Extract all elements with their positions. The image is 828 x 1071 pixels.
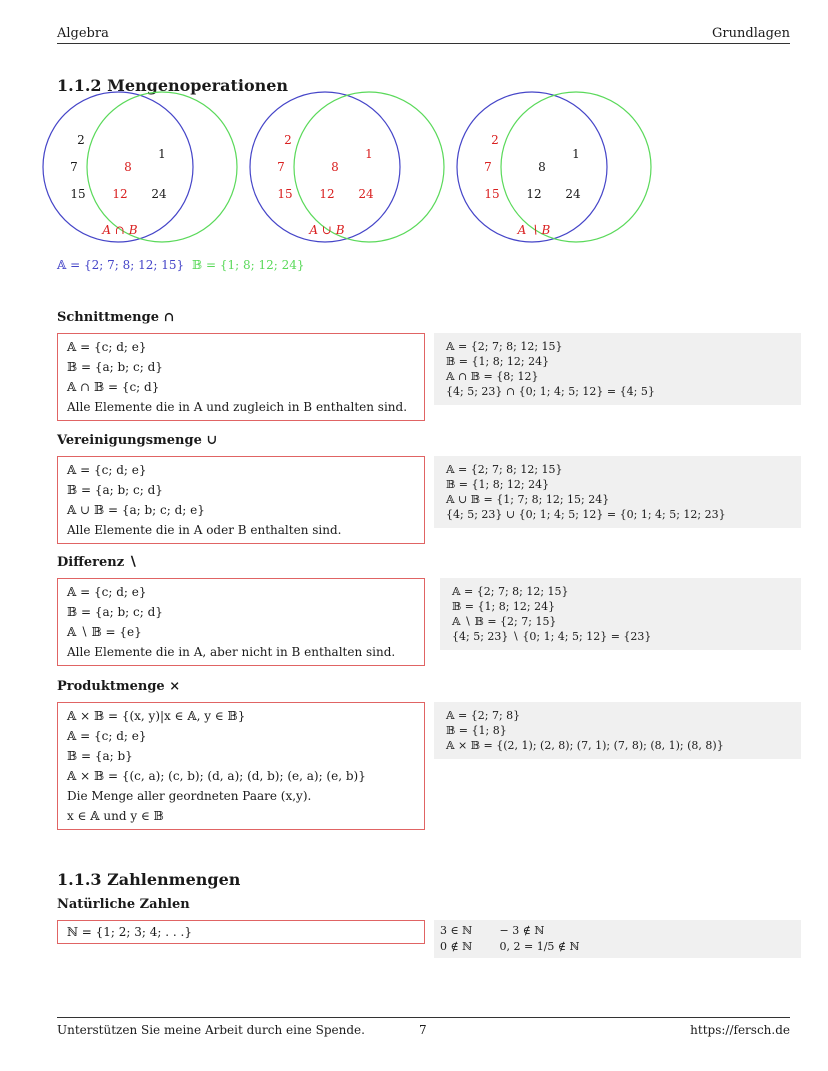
section-title-mengenoperationen: 1.1.2 Mengenoperationen <box>57 76 289 95</box>
rule-box-product <box>57 702 425 830</box>
rule-line: 𝔸 = {c; d; e} <box>67 585 147 599</box>
rule-line: Alle Elemente die in A oder B enthalten sind. <box>67 523 342 537</box>
rule-box-difference <box>57 578 425 666</box>
venn-number: 24 <box>151 187 167 201</box>
example-line: 𝔸 ∖ 𝔹 = {2; 7; 15} <box>452 615 557 628</box>
example-cell: 0, 2 = 1/5 ∉ ℕ <box>499 940 580 953</box>
example-box-natural <box>434 920 801 958</box>
venn-number: 12 <box>526 187 542 201</box>
rule-line: 𝔸 × 𝔹 = {(x, y)|x ∈ 𝔸, y ∈ 𝔹} <box>67 709 246 723</box>
venn-caption: A ∪ B <box>309 223 345 237</box>
example-box-union <box>434 456 801 528</box>
section-title-zahlenmengen: 1.1.3 Zahlenmengen <box>57 870 241 889</box>
set-a-circle <box>250 92 400 242</box>
rule-line: 𝔸 = {c; d; e} <box>67 463 147 477</box>
rule-line: 𝔸 ∩ 𝔹 = {c; d} <box>67 380 160 394</box>
set-a-definition: 𝔸 = {2; 7; 8; 12; 15} <box>57 258 185 272</box>
example-cell: − 3 ∉ ℕ <box>499 924 545 937</box>
example-line: {4; 5; 23} ∖ {0; 1; 4; 5; 12} = {23} <box>452 630 652 643</box>
rule-line: 𝔸 × 𝔹 = {(c, a); (c, b); (d, a); (d, b); (e, a); (e, b)} <box>67 769 366 783</box>
venn-number: 15 <box>70 187 86 201</box>
set-b-circle <box>501 92 651 242</box>
example-box-intersection <box>434 333 801 405</box>
venn-number: 8 <box>124 160 132 174</box>
venn-number: 8 <box>538 160 546 174</box>
venn-number: 7 <box>484 160 492 174</box>
header-rule <box>57 43 790 44</box>
example-line: 𝔹 = {1; 8; 12; 24} <box>452 600 556 613</box>
rule-line: 𝔸 ∪ 𝔹 = {a; b; c; d; e} <box>67 503 205 517</box>
example-row <box>440 923 795 939</box>
example-line: 𝔸 = {2; 7; 8; 12; 15} <box>452 585 569 598</box>
rule-line: 𝔹 = {a; b; c; d} <box>67 360 163 374</box>
subsection-title: Schnittmenge ∩ <box>57 310 175 325</box>
example-line: 𝔸 ∩ 𝔹 = {8; 12} <box>446 370 539 383</box>
venn-number: 24 <box>565 187 581 201</box>
venn-diagrams <box>30 108 581 243</box>
example-cell: 0 ∉ ℕ <box>440 940 473 953</box>
set-b-circle <box>87 92 237 242</box>
venn-number: 15 <box>277 187 293 201</box>
subsection-title: Differenz ∖ <box>57 555 137 570</box>
rule-line: 𝔹 = {a; b; c; d} <box>67 605 163 619</box>
venn-number: 15 <box>484 187 500 201</box>
example-box-difference <box>440 578 801 650</box>
venn-number: 12 <box>319 187 335 201</box>
example-line: 𝔸 = {2; 7; 8; 12; 15} <box>446 340 563 353</box>
rule-line: ℕ = {1; 2; 3; 4; . . .} <box>67 925 192 939</box>
example-row <box>440 939 795 955</box>
example-line: {4; 5; 23} ∪ {0; 1; 4; 5; 12} = {0; 1; 4; 5; 12; 23} <box>446 508 726 521</box>
venn-caption: A ∩ B <box>102 223 138 237</box>
subsection-title: Vereinigungsmenge ∪ <box>57 433 218 448</box>
rule-line: x ∈ 𝔸 und y ∈ 𝔹 <box>67 809 164 823</box>
set-a-circle <box>457 92 607 242</box>
rule-box-union <box>57 456 425 544</box>
example-line: 𝔹 = {1; 8; 12; 24} <box>446 478 550 491</box>
venn-number: 12 <box>112 187 128 201</box>
rule-line: 𝔸 = {c; d; e} <box>67 729 147 743</box>
venn-number: 24 <box>358 187 374 201</box>
rule-line: 𝔹 = {a; b} <box>67 749 133 763</box>
footer-rule <box>57 1017 790 1018</box>
example-line: 𝔸 × 𝔹 = {(2, 1); (2, 8); (7, 1); (7, 8); (8, 1); (8, 8)} <box>446 739 724 752</box>
venn-number: 7 <box>70 160 78 174</box>
rule-box-natural <box>57 920 425 944</box>
venn-number: 1 <box>158 147 166 161</box>
example-cell: 3 ∈ ℕ <box>440 924 473 937</box>
rule-line: Alle Elemente die in A und zugleich in B enthalten sind. <box>67 400 408 414</box>
venn-number: 7 <box>277 160 285 174</box>
page-number: 7 <box>419 1023 427 1037</box>
rule-line: Die Menge aller geordneten Paare (x,y). <box>67 789 312 803</box>
example-line: {4; 5; 23} ∩ {0; 1; 4; 5; 12} = {4; 5} <box>446 385 655 398</box>
venn-number: 1 <box>572 147 580 161</box>
example-line: 𝔸 ∪ 𝔹 = {1; 7; 8; 12; 15; 24} <box>446 493 610 506</box>
example-box-product <box>434 702 801 759</box>
set-b-definition: 𝔹 = {1; 8; 12; 24} <box>192 258 305 272</box>
subsection-title: Produktmenge × <box>57 679 181 694</box>
venn-number: 2 <box>491 133 499 147</box>
example-line: 𝔹 = {1; 8} <box>446 724 507 737</box>
subsection-title-natuerliche-zahlen: Natürliche Zahlen <box>57 897 190 912</box>
venn-number: 8 <box>331 160 339 174</box>
venn-number: 2 <box>77 133 85 147</box>
footer-left: Unterstützen Sie meine Arbeit durch eine Spende. <box>57 1023 365 1037</box>
set-a-circle <box>43 92 193 242</box>
rule-line: 𝔸 ∖ 𝔹 = {e} <box>67 625 142 639</box>
example-line: 𝔸 = {2; 7; 8} <box>446 709 521 722</box>
rule-line: Alle Elemente die in A, aber nicht in B enthalten sind. <box>67 645 396 659</box>
rule-line: 𝔹 = {a; b; c; d} <box>67 483 163 497</box>
rule-box-intersection <box>57 333 425 421</box>
header-left: Algebra <box>57 26 109 41</box>
venn-caption: A ∖ B <box>517 223 551 237</box>
venn-number: 2 <box>284 133 292 147</box>
footer-link[interactable]: https://fersch.de <box>690 1023 790 1037</box>
venn-number: 1 <box>365 147 373 161</box>
rule-line: 𝔸 = {c; d; e} <box>67 340 147 354</box>
header-right: Grundlagen <box>712 26 790 41</box>
example-line: 𝔹 = {1; 8; 12; 24} <box>446 355 550 368</box>
set-b-circle <box>294 92 444 242</box>
example-line: 𝔸 = {2; 7; 8; 12; 15} <box>446 463 563 476</box>
